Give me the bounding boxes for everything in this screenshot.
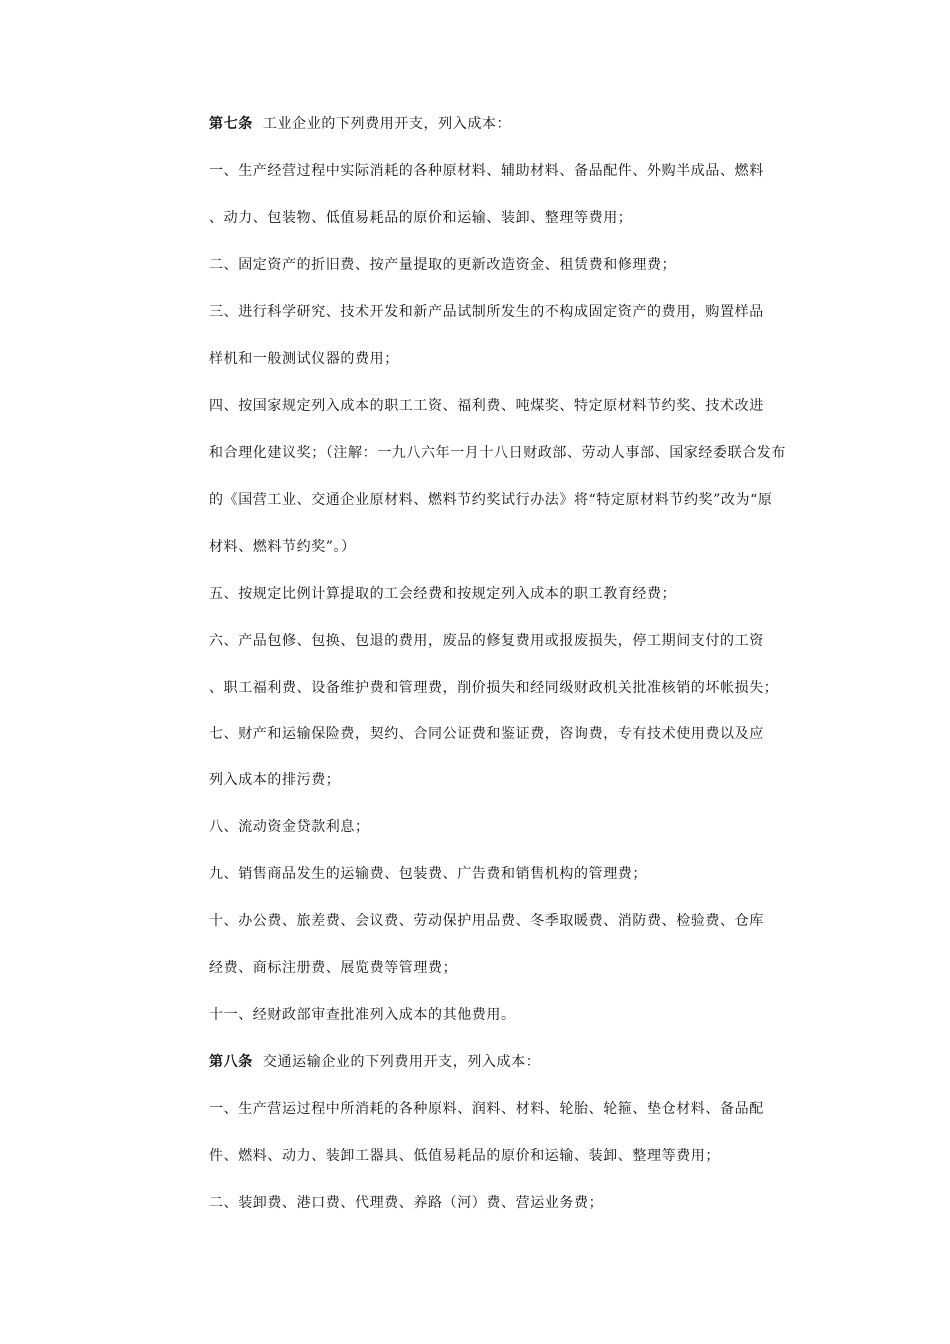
article-8-intro: 交通运输企业的下列费用开支，列入成本：: [262, 1054, 541, 1070]
article-7-line-10: 五、按规定比例计算提取的工会经费和按规定列入成本的职工教育经费；: [209, 586, 677, 602]
article-7-line-6: 四、按国家规定列入成本的职工工资、福利费、吨煤奖、特定原材料节约奖、技术改进: [209, 398, 764, 414]
article-8-heading: 第八条: [209, 1054, 253, 1070]
article-7-line-8: 的《国营工业、交通企业原材料、燃料节约奖试行办法》将“特定原材料节约奖”改为“原: [209, 492, 773, 508]
article-7-line-16: 九、销售商品发生的运输费、包装费、广告费和销售机构的管理费；: [209, 866, 647, 882]
article-7-intro: 工业企业的下列费用开支，列入成本：: [262, 116, 512, 132]
article-7-line-15: 八、流动资金贷款利息；: [209, 819, 370, 835]
article-7-line-5: 样机和一般测试仪器的费用；: [209, 351, 399, 367]
article-7-line-4: 三、进行科学研究、技术开发和新产品试制所发生的不构成固定资产的费用，购置样品: [209, 304, 764, 320]
article-7-line-1: 一、生产经营过程中实际消耗的各种原材料、辅助材料、备品配件、外购半成品、燃料: [209, 163, 764, 179]
article-7-line-3: 二、固定资产的折旧费、按产量提取的更新改造资金、租赁费和修理费；: [209, 257, 677, 273]
article-7-line-9: 材料、燃料节约奖”。）: [209, 539, 356, 555]
article-7-line-18: 经费、商标注册费、展览费等管理费；: [209, 960, 458, 976]
article-8-title: [209, 1052, 799, 1072]
article-7-line-7: 和合理化建议奖；（注解：一九八六年一月十八日财政部、劳动人事部、国家经委联合发布: [209, 445, 786, 461]
article-7-line-17: 十、办公费、旅差费、会议费、劳动保护用品费、冬季取暖费、消防费、检验费、仓库: [209, 913, 764, 929]
article-8-line-2: 件、燃料、动力、装卸工器具、低值易耗品的原价和运输、装卸、整理等费用；: [209, 1148, 720, 1164]
article-7-line-14: 列入成本的排污费；: [209, 772, 341, 788]
article-7-title: [209, 114, 799, 134]
article-8-line-3: 二、装卸费、港口费、代理费、养路（河）费、营运业务费；: [209, 1195, 604, 1211]
article-7-line-12: 、职工福利费、设备维护费和管理费，削价损失和经同级财政机关批准核销的坏帐损失；: [209, 680, 779, 696]
article-7-line-2: 、动力、包装物、低值易耗品的原价和运输、装卸、整理等费用；: [209, 210, 633, 226]
article-7-line-19: 十一、经财政部审查批准列入成本的其他费用。: [209, 1007, 516, 1023]
article-7-heading: 第七条: [209, 116, 253, 132]
article-8-line-1: 一、生产营运过程中所消耗的各种原料、润料、材料、轮胎、轮箍、垫仓材料、备品配: [209, 1101, 764, 1117]
article-7-line-11: 六、产品包修、包换、包退的费用，废品的修复费用或报废损失，停工期间支付的工资: [209, 633, 764, 649]
article-7-line-13: 七、财产和运输保险费，契约、合同公证费和鉴证费，咨询费，专有技术使用费以及应: [209, 726, 764, 742]
